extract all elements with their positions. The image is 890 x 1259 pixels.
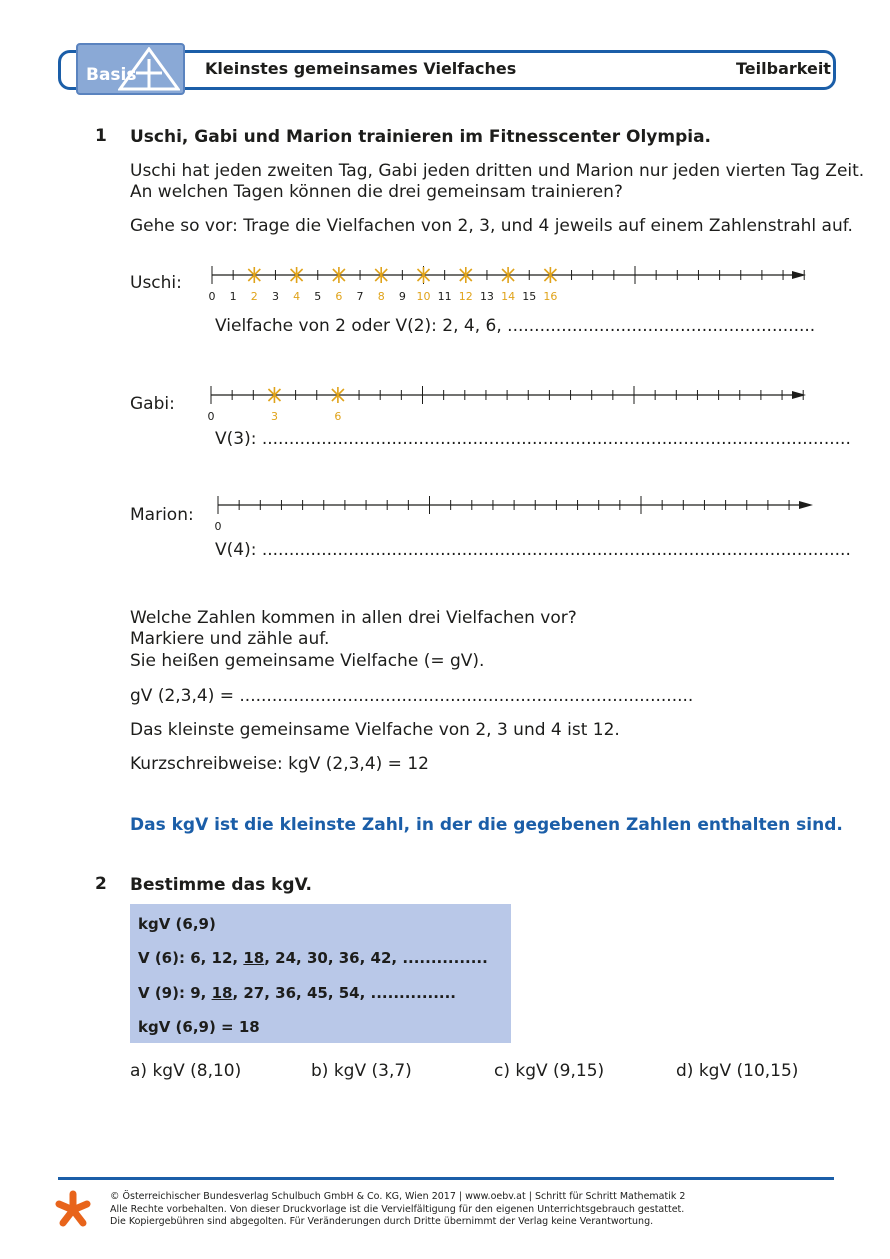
tick-label: 13 <box>479 290 494 303</box>
exercise-a: a) kgV (8,10) <box>130 1061 242 1081</box>
example-title: kgV (6,9) <box>138 915 216 933</box>
short-form: Kurzschreibweise: kgV (2,3,4) = 12 <box>130 754 429 774</box>
tick-label: 6 <box>335 290 343 303</box>
task-number: 2 <box>95 874 107 894</box>
answer-line[interactable]: Vielfache von 2 oder V(2): 2, 4, 6, ......................................................... <box>215 316 816 336</box>
tick-label: 8 <box>377 290 385 303</box>
number-line-uschi <box>200 260 820 310</box>
question-text: Sie heißen gemeinsame Vielfache (= gV). <box>130 651 485 671</box>
number-line-label: Uschi: <box>130 273 182 293</box>
tick-label: 0 <box>207 410 215 423</box>
task-heading: Uschi, Gabi und Marion trainieren im Fitnesscenter Olympia. <box>130 127 712 147</box>
example-multiples-9 <box>138 984 456 1002</box>
task-heading: Bestimme das kgV. <box>130 875 313 895</box>
tick-label: 11 <box>437 290 452 303</box>
tick-label: 0 <box>208 290 216 303</box>
gv-answer-line[interactable]: gV (2,3,4) = .................................................................................... <box>130 686 694 706</box>
example-text: , 24, 30, 36, 42, ............... <box>264 949 488 967</box>
tick-label: 10 <box>416 290 431 303</box>
footer-rights: Alle Rechte vorbehalten. Von dieser Druckvorlage ist die Vervielfältigung für den eigenen Unterrichtsgebrauch gestattet. <box>110 1204 685 1215</box>
example-text: V (6): 6, 12, <box>138 949 244 967</box>
tick-label: 6 <box>334 410 342 423</box>
example-multiples-6 <box>138 949 488 967</box>
number-line-label: Gabi: <box>130 394 175 414</box>
footer-copyright: © Österreichischer Bundesverlag Schulbuch GmbH & Co. KG, Wien 2017 | www.oebv.at | Schritt für Schritt Mathematik 2 <box>110 1191 686 1202</box>
question-text: Markiere und zähle auf. <box>130 629 330 649</box>
tick-label: 2 <box>250 290 258 303</box>
tick-label: 15 <box>522 290 537 303</box>
worksheet-title: Kleinstes gemeinsames Vielfaches <box>205 59 517 78</box>
rule-statement: Das kgV ist die kleinste Zahl, in der die gegebenen Zahlen enthalten sind. <box>130 815 843 835</box>
publisher-logo-icon <box>55 1190 91 1228</box>
example-result: kgV (6,9) = 18 <box>138 1018 260 1036</box>
arrow-head-icon <box>792 391 806 399</box>
worksheet-topic: Teilbarkeit <box>736 59 831 78</box>
number-line-label: Marion: <box>130 505 194 525</box>
tick-label: 12 <box>458 290 473 303</box>
arrow-head-icon <box>799 501 813 509</box>
tick-label: 9 <box>398 290 406 303</box>
example-text: , 27, 36, 45, 54, ............... <box>232 984 457 1002</box>
exercise-d: d) kgV (10,15) <box>676 1061 799 1081</box>
answer-line[interactable]: V(3): ............................................................................................................. <box>215 429 851 449</box>
common-multiple: 18 <box>211 984 233 1002</box>
question-text: Welche Zahlen kommen in allen drei Vielfachen vor? <box>130 608 577 628</box>
number-line-marion <box>200 490 825 540</box>
tick-label: 16 <box>543 290 558 303</box>
task-intro: Uschi hat jeden zweiten Tag, Gabi jeden dritten und Marion nur jeden vierten Tag Zeit. <box>130 161 865 181</box>
tick-label: 3 <box>270 410 278 423</box>
number-line-gabi <box>200 380 820 430</box>
footer-fees: Die Kopiergebühren sind abgegolten. Für Veränderungen durch Dritte übernimmt der Verlag keine Verantwortung. <box>110 1216 654 1227</box>
tick-label: 14 <box>501 290 516 303</box>
tick-label: 0 <box>214 520 222 533</box>
task-intro: An welchen Tagen können die drei gemeinsam trainieren? <box>130 182 623 202</box>
example-box <box>130 904 511 1043</box>
kgv-sentence: Das kleinste gemeinsame Vielfache von 2, 3 und 4 ist 12. <box>130 720 620 740</box>
exercise-c: c) kgV (9,15) <box>494 1061 605 1081</box>
tick-label: 3 <box>271 290 279 303</box>
task-instruction: Gehe so vor: Trage die Vielfachen von 2, 3, und 4 jeweils auf einem Zahlenstrahl auf. <box>130 216 853 236</box>
answer-line[interactable]: V(4): ............................................................................................................. <box>215 540 851 560</box>
tick-label: 5 <box>314 290 322 303</box>
tick-label: 1 <box>229 290 237 303</box>
common-multiple: 18 <box>243 949 265 967</box>
tick-label: 7 <box>356 290 364 303</box>
logo-label: Basis <box>86 65 137 85</box>
exercise-b: b) kgV (3,7) <box>311 1061 412 1081</box>
tick-label: 4 <box>293 290 301 303</box>
footer-divider <box>58 1177 834 1180</box>
example-text: V (9): 9, <box>138 984 212 1002</box>
basis-logo <box>76 43 185 95</box>
task-number: 1 <box>95 126 107 146</box>
